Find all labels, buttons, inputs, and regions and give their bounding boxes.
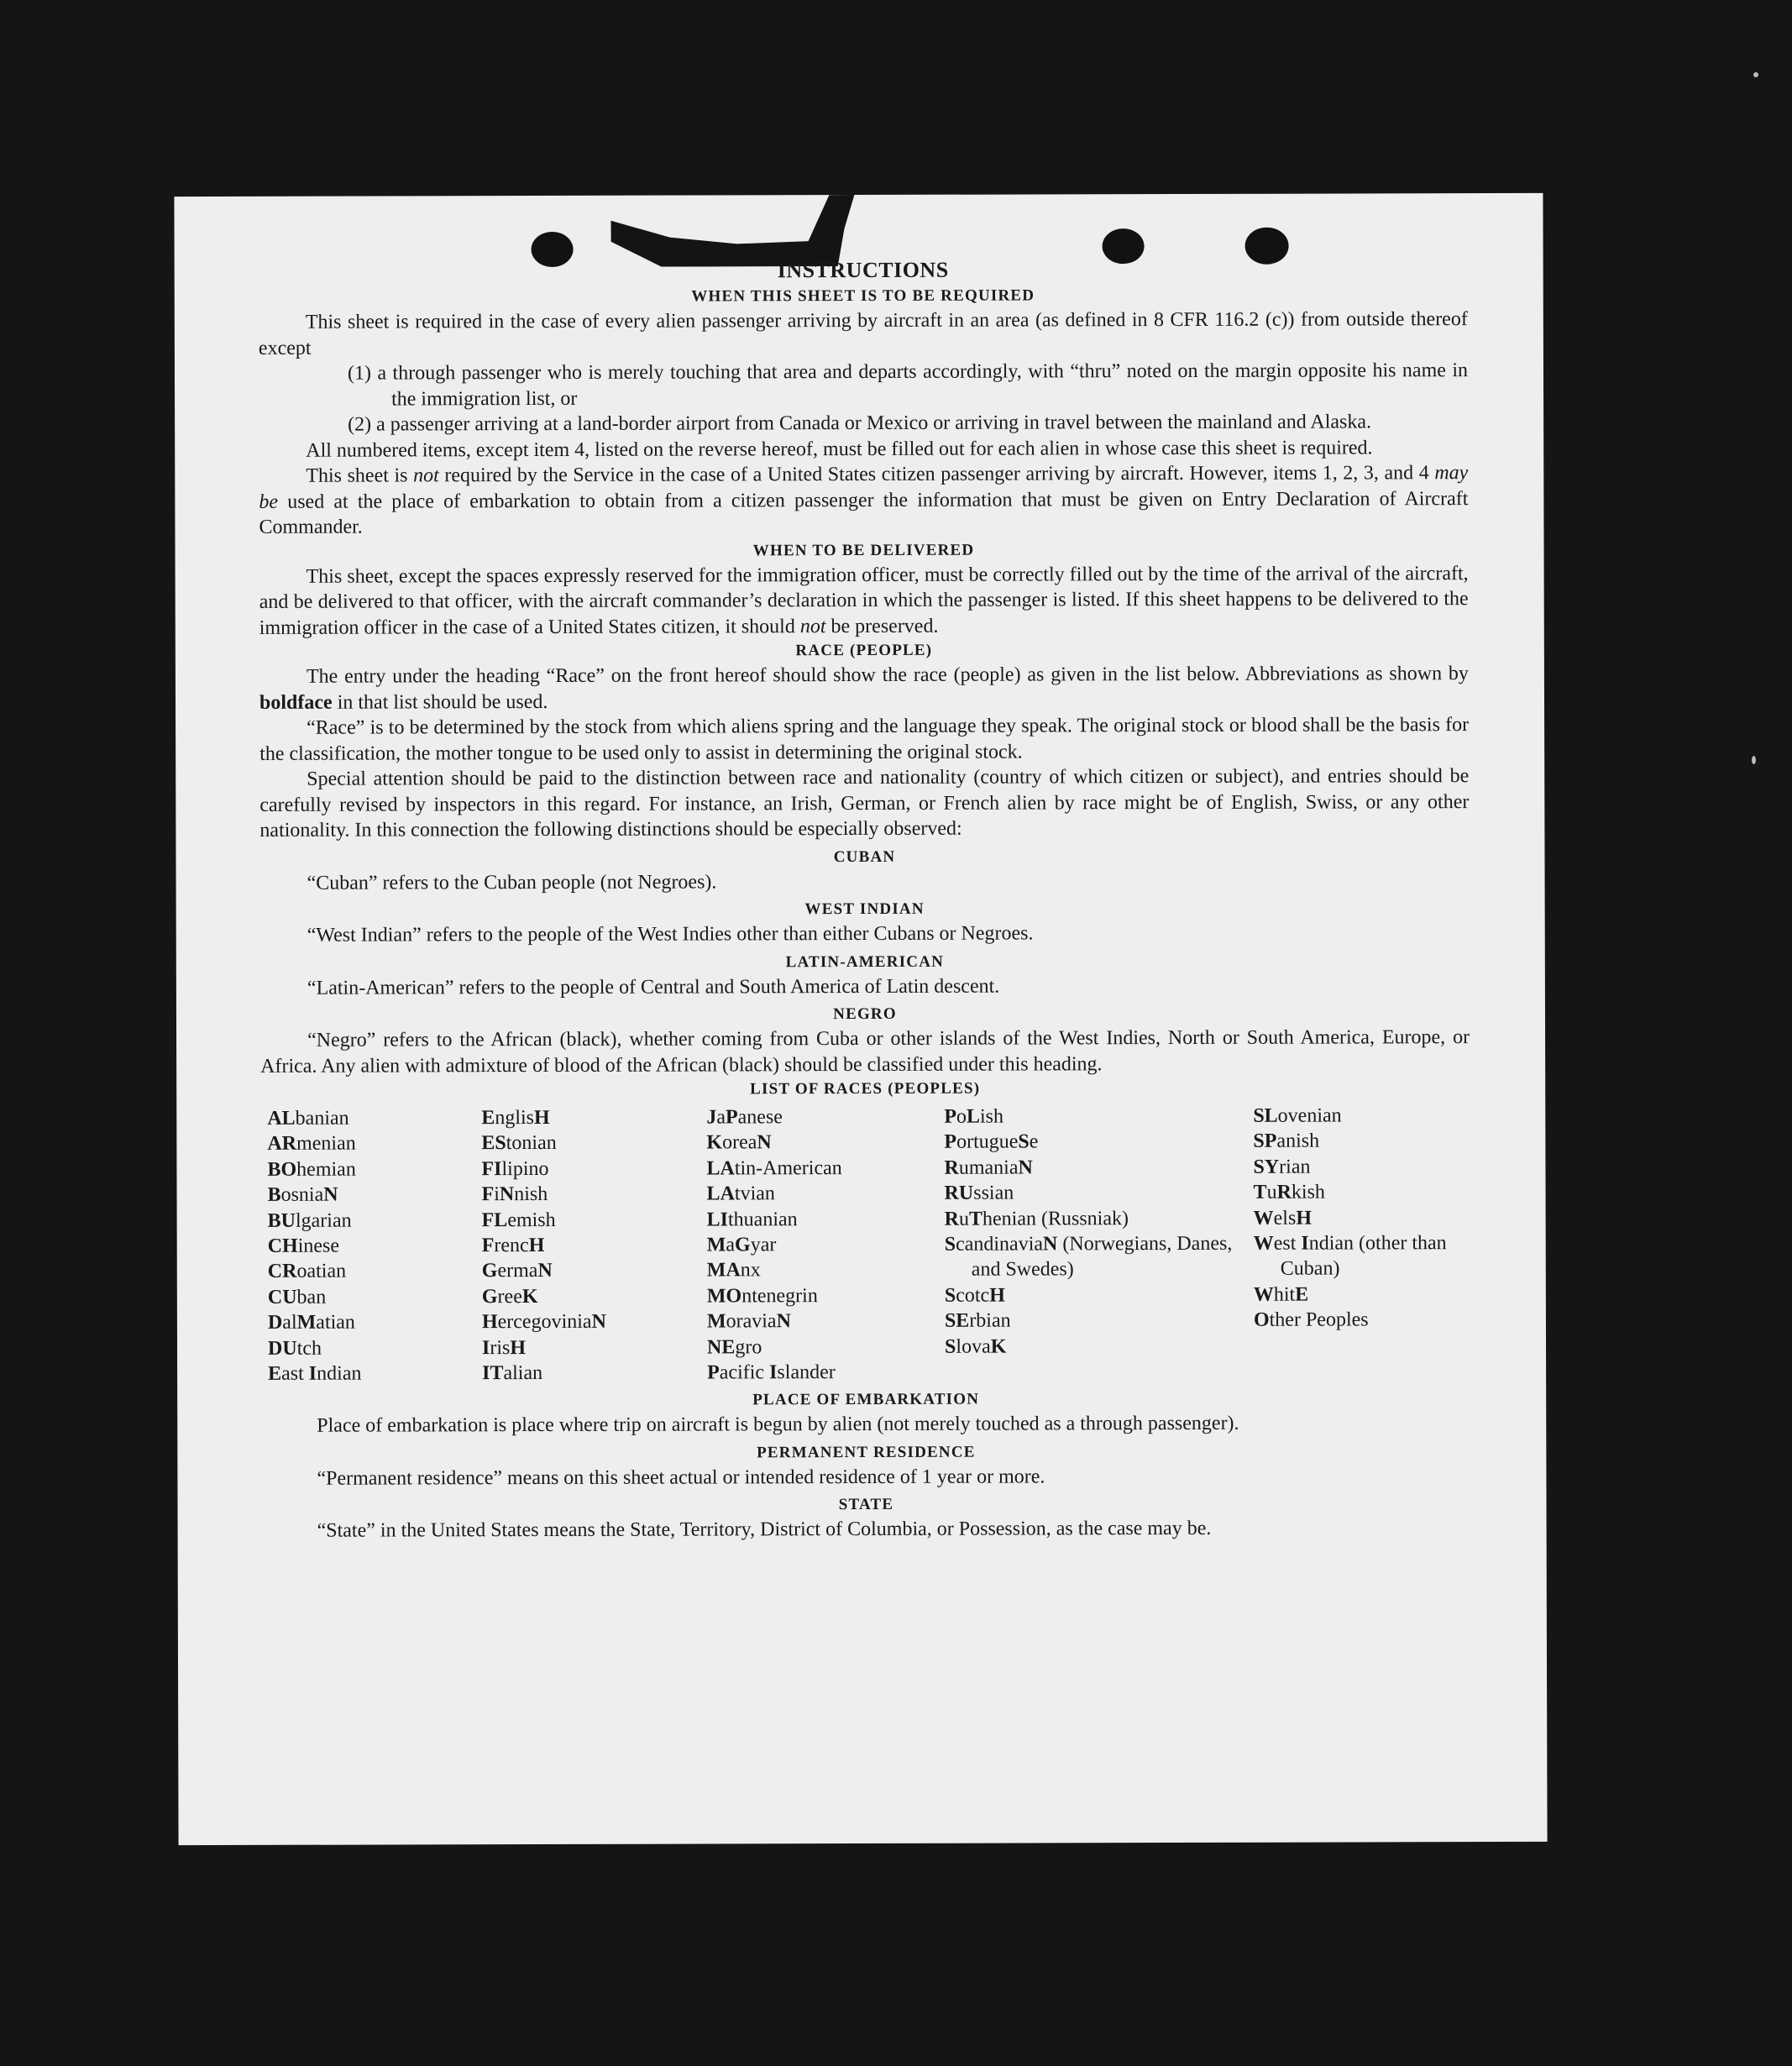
race-item: DalMatian: [267, 1311, 355, 1335]
heading-cuban: CUBAN: [833, 847, 896, 866]
permanent-residence-text: “Permanent residence” means on this sheet actual or intended residence of 1 year or more.: [317, 1466, 1045, 1490]
race-item: EStonian: [481, 1132, 557, 1155]
race-item: GreeK: [481, 1285, 538, 1308]
race-item: JaPanese: [706, 1106, 783, 1129]
race-item: Other Peoples: [1253, 1308, 1369, 1332]
cuban-text: “Cuban” refers to the Cuban people (not Negroes).: [307, 870, 717, 894]
heading-permanent-residence: PERMANENT RESIDENCE: [757, 1443, 976, 1462]
race-item: FIlipino: [481, 1157, 549, 1180]
race-item: NEgro: [706, 1335, 762, 1359]
instruction-sheet: [174, 193, 1547, 1845]
race-paragraph-1: The entry under the heading “Race” on the front hereof should show the race (people) as given in the list below. Abbreviations as shown by boldface in that list should be used.: [259, 663, 1469, 714]
embarkation-text: Place of embarkation is place where trip on aircraft is begun by alien (not merely touched as a through passenger).: [317, 1413, 1239, 1438]
race-paragraph-3: Special attention should be paid to the distinction between race and nationality (country of which citizen or subject), and entries should be carefully revised by inspectors in this regard. For instance, an Irish, German, or French alien by race might be of English, Swiss, or any other nationality. In this connection the following distinctions should be especially observed:: [259, 765, 1470, 842]
race-item: East Indian: [268, 1362, 362, 1385]
when-delivered-text: This sheet, except the spaces expressly reserved for the immigration officer, must be correctly filled out by the time of the arrival of the aircraft, and be delivered to that officer, with the aircraft commander’s declaration in which the passenger is listed. If this sheet happens to be delivered to the immigration officer in the case of a United States citizen, it should not be preserved.: [259, 562, 1469, 639]
race-item: SLovenian: [1253, 1104, 1342, 1127]
race-item: IrisH: [481, 1336, 527, 1359]
instructions-body: [259, 256, 1471, 1544]
race-item: EnglisH: [481, 1106, 550, 1130]
race-item: LAtin-American: [706, 1156, 842, 1180]
race-item: WelsH: [1253, 1207, 1312, 1230]
heading-when-delivered: WHEN TO BE DELIVERED: [752, 541, 975, 559]
race-item: GermaN: [481, 1260, 553, 1282]
scan-speck: [1752, 756, 1756, 764]
race-item: PortugueSe: [944, 1130, 1039, 1154]
race-item: DUtch: [267, 1337, 322, 1360]
race-item: ScandinaviaN (Norwegians, Danes, and Swedes): [944, 1232, 1233, 1282]
race-item: FiNnish: [481, 1183, 548, 1206]
race-item: RumaniaN: [944, 1156, 1033, 1179]
race-item: SPanish: [1253, 1130, 1320, 1153]
race-item: HercegoviniaN: [481, 1311, 606, 1334]
race-item: ITalian: [482, 1362, 543, 1385]
race-item: FLemish: [481, 1209, 556, 1231]
race-item: RuThenian (Russniak): [944, 1207, 1129, 1230]
race-item: Pacific Islander: [707, 1361, 836, 1384]
torn-corner: [610, 195, 854, 267]
race-item: RUssian: [944, 1182, 1014, 1204]
race-column: [1253, 1103, 1477, 1384]
race-column: [944, 1104, 1254, 1385]
race-list: [267, 1103, 1470, 1387]
race-item: MOntenegrin: [706, 1284, 818, 1308]
race-item: BosniaN: [267, 1183, 338, 1207]
race-item: CUban: [267, 1286, 327, 1308]
exception-item-1: (1) a through passenger who is merely touching that area and departs accordingly, with “thru” noted on the margin opposite his name in the immigration list, or: [347, 359, 1469, 410]
race-column: [267, 1105, 482, 1387]
race-item: LAtvian: [706, 1182, 775, 1205]
race-item: BUlgarian: [267, 1209, 352, 1232]
race-item: ALbanian: [267, 1107, 349, 1130]
negro-text: “Negro” refers to the African (black), whether coming from Cuba or other islands of the West Indies, North or South America, Europe, or Africa. Any alien with admixture of blood of the African (black) should be classified under this heading.: [260, 1026, 1470, 1078]
race-item: MoraviaN: [706, 1310, 791, 1333]
heading-embarkation: PLACE OF EMBARKATION: [752, 1391, 980, 1409]
race-item: MAnx: [706, 1259, 761, 1282]
heading-latin-american: LATIN-AMERICAN: [785, 952, 945, 971]
heading-when-required: WHEN THIS SHEET IS TO BE REQUIRED: [691, 286, 1035, 306]
race-item: CRoatian: [267, 1261, 347, 1283]
heading-state: STATE: [838, 1496, 894, 1514]
race-item: ScotcH: [944, 1284, 1005, 1307]
race-item: MaGyar: [706, 1234, 777, 1256]
heading-negro: NEGRO: [833, 1004, 897, 1024]
scan-speck: [1753, 72, 1758, 77]
heading-list-of-races: LIST OF RACES (PEOPLES): [750, 1079, 981, 1099]
race-item: ARmenian: [267, 1132, 356, 1156]
numbered-items-paragraph: All numbered items, except item 4, listed on the reverse hereof, must be filled out for each alien in whose case this sheet is required.: [306, 436, 1373, 462]
race-item: BOhemian: [267, 1158, 356, 1181]
race-item: CHinese: [267, 1235, 340, 1257]
race-item: FrencH: [481, 1235, 545, 1257]
race-item: PoLish: [944, 1105, 1004, 1128]
when-required-intro: This sheet is required in the case of every alien passenger arriving by aircraft in an area (as defined in 8 CFR 116.2 (c)) from outside thereof except: [258, 308, 1468, 359]
race-column: [481, 1104, 707, 1386]
state-text: “State” in the United States means the State, Territory, District of Columbia, or Possession, as the case may be.: [317, 1518, 1212, 1543]
page-title: INSTRUCTIONS: [777, 257, 949, 283]
race-item: WhitE: [1253, 1283, 1309, 1306]
race-item: TuRkish: [1253, 1181, 1325, 1203]
exception-item-2: (2) a passenger arriving at a land-border airport from Canada or Mexico or arriving in travel between the mainland and Alaska.: [348, 411, 1372, 436]
race-item: SlovaK: [944, 1335, 1007, 1358]
race-item: SErbian: [944, 1309, 1011, 1332]
race-column: [706, 1104, 945, 1386]
heading-west-indian: WEST INDIAN: [804, 899, 925, 919]
citizen-paragraph: This sheet is not required by the Service in the case of a United States citizen passenger arriving by aircraft. However, items 1, 2, 3, and 4 may be used at the place of embarkation to obtain from a citizen passenger the information that must be given on Entry Declaration of Aircraft Commander.: [259, 462, 1469, 538]
heading-race: RACE (PEOPLE): [795, 641, 933, 660]
race-item: SYrian: [1253, 1156, 1311, 1178]
race-item: LIthuanian: [706, 1208, 798, 1231]
race-item: West Indian (other than Cuban): [1253, 1232, 1447, 1281]
race-paragraph-2: “Race” is to be determined by the stock from which aliens spring and the language they speak. The original stock or blood shall be the basis for the classification, the mother tongue to be used only to assist in determining the original stock.: [259, 714, 1470, 765]
latin-american-text: “Latin-American” refers to the people of Central and South America of Latin descent.: [307, 975, 1000, 999]
race-item: KoreaN: [706, 1131, 772, 1154]
west-indian-text: “West Indian” refers to the people of the West Indies other than either Cubans or Negroes.: [307, 922, 1034, 946]
